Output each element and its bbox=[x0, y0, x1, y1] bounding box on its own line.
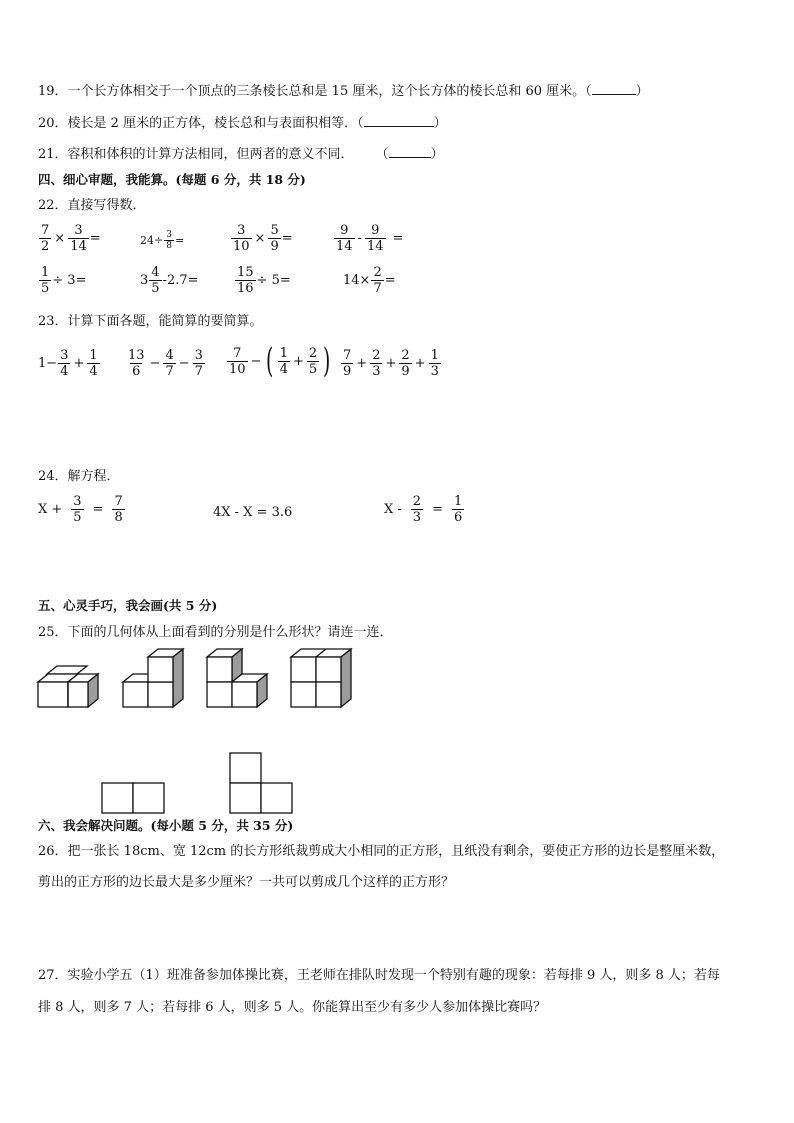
q22-expr-2: 24÷ $\frac{3}{8}$ = bbox=[140, 230, 185, 251]
paren-open: （ bbox=[375, 147, 389, 162]
question-22-title: 22．直接写得数． bbox=[38, 198, 146, 213]
q24-equation-2: 4X - X = 3.6 bbox=[213, 505, 293, 520]
q23-expr-1: 1− $\frac{3}{4}$ + $\frac{1}{4}$ bbox=[38, 348, 98, 379]
q22-expr-3: $\frac{3}{10}$ × $\frac{5}{9}$ = bbox=[233, 223, 293, 254]
solid-figure-4[interactable] bbox=[291, 649, 351, 707]
solid-figure-1[interactable] bbox=[38, 666, 98, 707]
question-23-title: 23．计算下面各题，能简算的要简算。 bbox=[38, 314, 263, 329]
paren-close: ） bbox=[430, 147, 444, 162]
q22-expr-4: 9 14 - $\frac{9}{14}$ = bbox=[336, 223, 404, 254]
q23-expr-2: 13 6 − $\frac{4}{7}$ − $\frac{3}{7}$ bbox=[128, 348, 203, 379]
question-20-text: 20．棱长是 2 厘米的正方体，棱长总和与表面积相等．（ bbox=[38, 116, 364, 131]
question-26-line-2: 剪出的正方形的边长最大是多少厘米？一共可以剪成几个这样的正方形？ bbox=[38, 875, 455, 890]
solid-figure-2[interactable] bbox=[123, 649, 183, 707]
q24-equation-3: X - $\frac{2}{3}$ = $\frac{1}{6}$ bbox=[384, 494, 463, 525]
cube-figures bbox=[30, 640, 370, 715]
answer-blank-19[interactable] bbox=[592, 82, 636, 95]
section-6-heading: 六、我会解决问题。(每小题 5 分，共 35 分) bbox=[38, 818, 294, 833]
top-view-shape-1[interactable] bbox=[102, 783, 164, 813]
top-view-shapes bbox=[95, 748, 300, 818]
paren-close: ） bbox=[635, 84, 649, 99]
question-21 bbox=[38, 145, 444, 164]
top-view-shape-2[interactable] bbox=[230, 753, 292, 813]
q22-expr-7: $\frac{15}{16}$ ÷ 5= bbox=[237, 265, 291, 296]
paren-close: ） bbox=[433, 116, 447, 131]
question-19 bbox=[38, 82, 649, 101]
q22-expr-8: 14× $\frac{2}{7}$ = bbox=[343, 265, 396, 296]
question-24-title: 24．解方程． bbox=[38, 469, 120, 484]
section-4-heading: 四、细心审题，我能算。(每题 6 分，共 18 分) bbox=[38, 172, 306, 187]
q23-expr-4: 7 9 + $\frac{2}{3}$ + $\frac{2}{9}$ + $\frac{1}{3}$ bbox=[343, 348, 439, 379]
question-19-text: 19．一个长方体相交于一个顶点的三条棱长总和是 15 厘米，这个长方体的棱长总和 60 厘米。（ bbox=[38, 84, 592, 99]
question-27-line-1: 27．实验小学五（1）班准备参加体操比赛，王老师在排队时发现一个特别有趣的现象：若每排 9 人，则多 8 人；若每 bbox=[38, 968, 720, 983]
answer-blank-21[interactable] bbox=[389, 145, 431, 158]
solid-figure-3[interactable] bbox=[207, 649, 267, 707]
question-27-line-2: 排 8 人，则多 7 人；若每排 6 人，则多 5 人。你能算出至少有多少人参加体操比赛吗？ bbox=[38, 1000, 547, 1015]
question-25-title: 25．下面的几何体从上面看到的分别是什么形状？请连一连． bbox=[38, 625, 393, 640]
q24-equation-1: X + $\frac{3}{5}$ = $\frac{7}{8}$ bbox=[38, 494, 123, 525]
question-20 bbox=[38, 114, 447, 133]
answer-blank-20[interactable] bbox=[364, 114, 434, 127]
q22-expr-1: $\frac{7}{2}$ × $\frac{3}{14}$ = bbox=[41, 223, 101, 254]
question-26-line-1: 26．把一张长 18cm、宽 12cm 的长方形纸裁剪成大小相同的正方形，且纸没有剩余，要使正方形的边长是整厘米数， bbox=[38, 844, 725, 859]
q22-expr-5: $\frac{1}{5}$ ÷ 3= bbox=[41, 265, 87, 296]
q22-expr-6: 3 4 5 -2.7= bbox=[140, 265, 199, 296]
q23-expr-3: 7 10 − ( 1 4 + $\frac{2}{5}$ ) bbox=[229, 341, 331, 381]
section-5-heading: 五、心灵手巧，我会画(共 5 分) bbox=[38, 598, 218, 613]
question-21-text: 21．容积和体积的计算方法相同，但两者的意义不同． bbox=[38, 147, 354, 162]
